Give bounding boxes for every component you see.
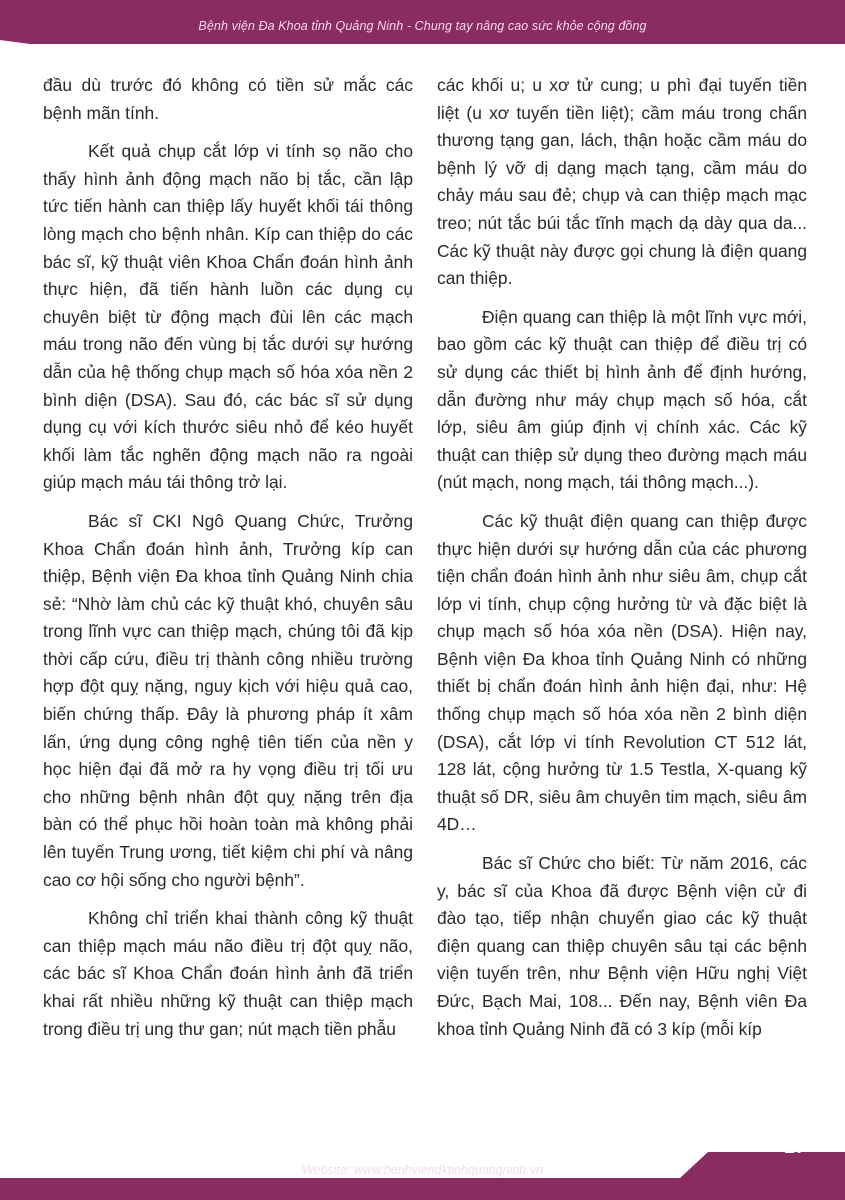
- paragraph: Bác sĩ CKI Ngô Quang Chức, Trưởng Khoa Chẩn đoán hình ảnh, Trưởng kíp can thiệp, Bệnh viện Đa khoa tỉnh Quảng Ninh chia sẻ: “Nhờ làm chủ các kỹ thuật khó, chuyên sâu trong lĩnh vực can thiệp mạch, chúng tôi đã kịp thời cấp cứu, điều trị thành công nhiều trường hợp đột quỵ nặng, nguy kịch với hiệu quả cao, biến chứng thấp. Đây là phương pháp ít xâm lấn, ứng dụng công nghệ tiên tiến của nền y học hiện đại đã mở ra hy vọng điều trị tối ưu cho những bệnh nhân đột quỵ nặng trên địa bàn có thể phục hồi hoàn toàn mà không phải lên tuyến Trung ương, tiết kiệm chi phí và nâng cao cơ hội sống cho người bệnh”.: [43, 510, 413, 890]
- paragraph: Bác sĩ Chức cho biết: Từ năm 2016, các y, bác sĩ của Khoa đã được Bệnh viện cử đi đào tạo, tiếp nhận chuyển giao các kỹ thuật điện quang can thiệp chuyên sâu tại các bệnh viện tuyến trên, như Bệnh viện Hữu nghị Việt Đức, Bạch Mai, 108... Đến nay, Bệnh viên Đa khoa tỉnh Quảng Ninh đã có 3 kíp (mỗi kíp: [437, 853, 807, 1039]
- paragraph: Kết quả chụp cắt lớp vi tính sọ não cho thấy hình ảnh động mạch não bị tắc, cần lập tức tiến hành can thiệp lấy huyết khối tái thông lòng mạch cho bệnh nhân. Kíp can thiệp do các bác sĩ, kỹ thuật viên Khoa Chẩn đoán hình ảnh thực hiện, đã tiến hành luồn các dụng cụ chuyên biệt từ động mạch đùi lên các mạch máu trong não đến vùng bị tắc dưới sự hướng dẫn của hệ thống chụp mạch số hóa xóa nền 2 bình diện (DSA). Sau đó, các bác sĩ sử dụng dụng cụ với kích thước siêu nhỏ để kéo huyết khối làm tắc nghẽn động mạch não ra ngoài giúp mạch máu tái thông trở lại.: [43, 141, 413, 493]
- right-column: [437, 72, 807, 1054]
- paragraph: Điện quang can thiệp là một lĩnh vực mới, bao gồm các kỹ thuật can thiệp để điều trị có sử dụng các thiết bị hình ảnh để định hướng, dẫn đường như máy chụp mạch số hóa, cắt lớp, siêu âm giúp định vị chính xác. Các kỹ thuật can thiệp sử dụng theo đường mạch máu (nút mạch, nong mạch, tái thông mạch...).: [437, 306, 807, 493]
- footer-website: Website: www.benhviendktinhquangninh.vn: [302, 1163, 543, 1177]
- paragraph-continuation: đầu dù trước đó không có tiền sử mắc các bệnh mãn tính.: [43, 75, 413, 123]
- paragraph: Các kỹ thuật điện quang can thiệp được thực hiện dưới sự hướng dẫn của các phương tiện chẩn đoán hình ảnh như siêu âm, chụp cắt lớp vi tính, chụp cộng hưởng từ và đặc biệt là chụp mạch số hóa xóa nền (DSA). Hiện nay, Bệnh viện Đa khoa tỉnh Quảng Ninh có những thiết bị chẩn đoán hình ảnh hiện đại, như: Hệ thống chụp mạch số hóa xóa nền 2 bình diện (DSA), cắt lớp vi tính Revolution CT 512 lát, 128 lát, cộng hưởng từ 1.5 Testla, X-quang kỹ thuật số DR, siêu âm chuyên tim mạch, siêu âm 4D…: [437, 510, 807, 835]
- left-column: [43, 72, 413, 1054]
- paragraph: Không chỉ triển khai thành công kỹ thuật can thiệp mạch máu não điều trị đột quỵ não, các bác sĩ Khoa Chẩn đoán hình ảnh đã triển khai rất nhiều những kỹ thuật can thiệp mạch trong điều trị ung thư gan; nút mạch tiền phẫu: [43, 908, 413, 1039]
- page-number: 27: [784, 1137, 806, 1158]
- running-header: Bệnh viện Đa Khoa tỉnh Quảng Ninh - Chung tay nâng cao sức khỏe cộng đồng: [198, 19, 647, 33]
- paragraph-continuation: các khối u; u xơ tử cung; u phì đại tuyến tiền liệt (u xơ tuyến tiền liệt); cầm máu trong chấn thương tạng gan, lách, thận hoặc cầm máu do bệnh lý vỡ dị dạng mạch tạng, cầm máu do chảy máu sau đẻ; chụp và can thiệp mạch mạc treo; nút tắc búi tắc tĩnh mạch dạ dày qua da... Các kỹ thuật này được gọi chung là điện quang can thiệp.: [437, 75, 807, 289]
